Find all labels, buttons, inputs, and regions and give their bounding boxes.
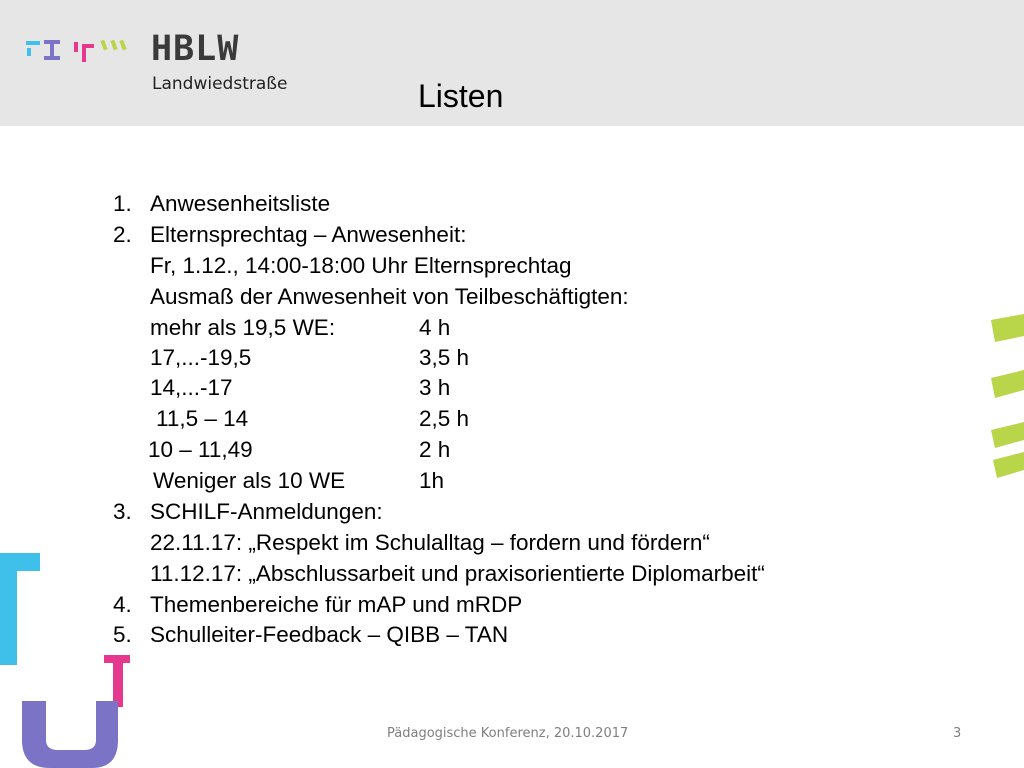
- list-number: 1.: [113, 191, 132, 216]
- list-number: 4.: [113, 592, 132, 617]
- hours-range: 17,...-19,5: [150, 345, 252, 370]
- list-number: 5.: [113, 622, 132, 647]
- hours-value: 4 h: [419, 315, 451, 340]
- list-number: 2.: [113, 222, 132, 247]
- schilf-session-2: 11.12.17: „Abschlussarbeit und praxisorientierte Diplomarbeit“: [150, 561, 765, 586]
- list-item-parents-day: Elternsprechtag – Anwesenheit:: [150, 222, 467, 247]
- logo-wordmark: HBLW: [151, 29, 240, 69]
- hours-value: 2,5 h: [419, 406, 470, 431]
- hours-value: 1h: [419, 468, 445, 493]
- list-item-schilf: SCHILF-Anmeldungen:: [150, 499, 383, 524]
- hours-range: 14,...-17: [150, 375, 233, 400]
- hours-range: mehr als 19,5 WE:: [150, 315, 336, 340]
- schilf-session-1: 22.11.17: „Respekt im Schulalltag – fordern und fördern“: [150, 530, 710, 555]
- part-time-heading: Ausmaß der Anwesenheit von Teilbeschäftigten:: [150, 284, 629, 309]
- hours-range: 11,5 – 14: [156, 406, 249, 431]
- slide-title: Listen: [418, 78, 504, 114]
- list-item-topics: Themenbereiche für mAP und mRDP: [150, 592, 523, 617]
- page-number: 3: [953, 726, 962, 741]
- footer-text: Pädagogische Konferenz, 20.10.2017: [387, 726, 629, 741]
- hours-range: Weniger als 10 WE: [153, 468, 346, 493]
- list-number: 3.: [113, 499, 132, 524]
- logo-subtitle: Landwiedstraße: [152, 74, 288, 94]
- hours-value: 2 h: [419, 437, 451, 462]
- list-item-attendance: Anwesenheitsliste: [150, 191, 331, 216]
- parents-day-date: Fr, 1.12., 14:00-18:00 Uhr Elternsprechtag: [150, 253, 572, 278]
- hours-value: 3 h: [419, 375, 451, 400]
- hours-value: 3,5 h: [419, 345, 470, 370]
- list-item-feedback: Schulleiter-Feedback – QIBB – TAN: [150, 622, 509, 647]
- hours-range: 10 – 11,49: [148, 437, 253, 462]
